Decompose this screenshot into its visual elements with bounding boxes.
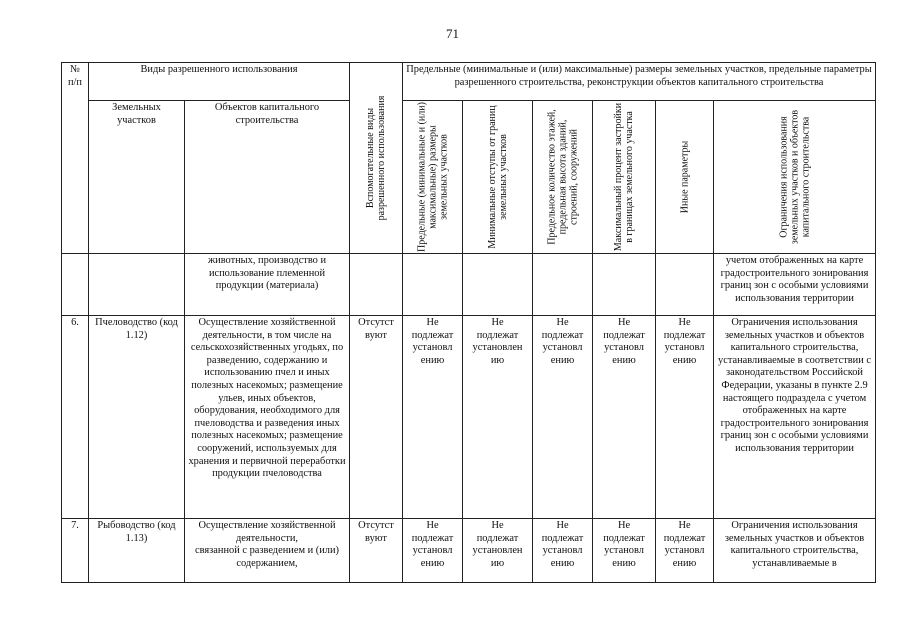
header-restrictions xyxy=(714,101,876,254)
cell-number: 7. xyxy=(62,519,89,583)
header-other-params xyxy=(656,101,714,254)
cell-auxiliary: Отсутст вуют xyxy=(350,316,403,519)
cell-land-use: Рыбоводство (код 1.13) xyxy=(89,519,185,583)
header-capital-objects: Объектов капитального строительства xyxy=(185,101,350,254)
header-other-params-text: Иные параметры xyxy=(679,140,691,214)
header-floors-text: Предельное количество этажей, предельная высота зданий, строений, сооружений xyxy=(546,109,580,245)
header-setbacks-text: Минимальные отступы от границ земельных участков xyxy=(486,105,509,249)
cell-other-params: Не подлежат установл ению xyxy=(656,316,714,519)
header-plot-sizes xyxy=(403,101,463,254)
table-row xyxy=(62,316,876,519)
cell-setbacks: Не подлежат установлен ию xyxy=(463,519,533,583)
header-number: № п/п xyxy=(62,63,89,254)
header-setbacks xyxy=(463,101,533,254)
header-restrictions-text: Ограничения использования земельных участков и объектов капитального строительства xyxy=(778,109,812,245)
cell-coverage: Не подлежат установл ению xyxy=(593,316,656,519)
header-auxiliary-text: Вспомогательные виды разрешенного использования xyxy=(365,95,388,221)
header-auxiliary xyxy=(350,63,403,254)
header-coverage xyxy=(593,101,656,254)
cell-land-use: Пчеловодство (код 1.12) xyxy=(89,316,185,519)
cell-restrictions: Ограничения использования земельных участков и объектов капитального строительства, устанавливаемые в соответствии с законодательством Российской Федерации, указаны в пункте 2.9 настоящего подраздела с учетом отображенных на карте градостроительного зонирования границ зон с особыми условиями использования территории xyxy=(714,316,876,519)
header-floors xyxy=(533,101,593,254)
header-coverage-text: Максимальный процент застройки в границах земельного участка xyxy=(613,102,636,252)
header-uses-group: Виды разрешенного использования xyxy=(89,63,350,101)
cell-coverage xyxy=(593,254,656,316)
cell-auxiliary: Отсутст вуют xyxy=(350,519,403,583)
cell-other-params: Не подлежат установл ению xyxy=(656,519,714,583)
cell-setbacks: Не подлежат установлен ию xyxy=(463,316,533,519)
header-land-plots: Земельных участков xyxy=(89,101,185,254)
cell-setbacks xyxy=(463,254,533,316)
header-params-group: Предельные (минимальные и (или) максимальные) размеры земельных участков, предельные параметры разрешенного строительства, реконструкции объектов капитального строительства xyxy=(403,63,876,101)
cell-other-params xyxy=(656,254,714,316)
cell-capital-use: Осуществление хозяйственной деятельности, в том числе на сельскохозяйственных угодьях, по разведению, содержанию и использованию пчел и иных полезных насекомых; размещение ульев, иных объектов, оборудования, необходимого для пчеловодства и разведения иных полезных насекомых; размещение сооружений, используемых для хранения и первичной переработки продукции пчеловодства xyxy=(185,316,350,519)
cell-plot-sizes: Не подлежат установл ению xyxy=(403,519,463,583)
table-row xyxy=(62,519,876,583)
cell-capital-use: Осуществление хозяйственной деятельности, связанной с разведением и (или) содержанием, xyxy=(185,519,350,583)
permitted-use-table xyxy=(61,62,876,583)
cell-plot-sizes: Не подлежат установл ению xyxy=(403,316,463,519)
page-number: 71 xyxy=(446,26,459,41)
cell-restrictions: Ограничения использования земельных участков и объектов капитального строительства, устанавливаемые в xyxy=(714,519,876,583)
cell-number xyxy=(62,254,89,316)
cell-plot-sizes xyxy=(403,254,463,316)
cell-floors xyxy=(533,254,593,316)
cell-floors: Не подлежат установл ению xyxy=(533,519,593,583)
cell-land-use xyxy=(89,254,185,316)
table-row xyxy=(62,254,876,316)
cell-auxiliary xyxy=(350,254,403,316)
cell-capital-use: животных, производство и использование племенной продукции (материала) xyxy=(185,254,350,316)
cell-restrictions: учетом отображенных на карте градостроительного зонирования границ зон с особыми условиями использования территории xyxy=(714,254,876,316)
header-plot-sizes-text: Предельные (минимальные и (или) максимальные) размеры земельных участков xyxy=(416,102,450,252)
cell-coverage: Не подлежат установл ению xyxy=(593,519,656,583)
table-header xyxy=(62,63,876,254)
cell-number: 6. xyxy=(62,316,89,519)
cell-floors: Не подлежат установл ению xyxy=(533,316,593,519)
